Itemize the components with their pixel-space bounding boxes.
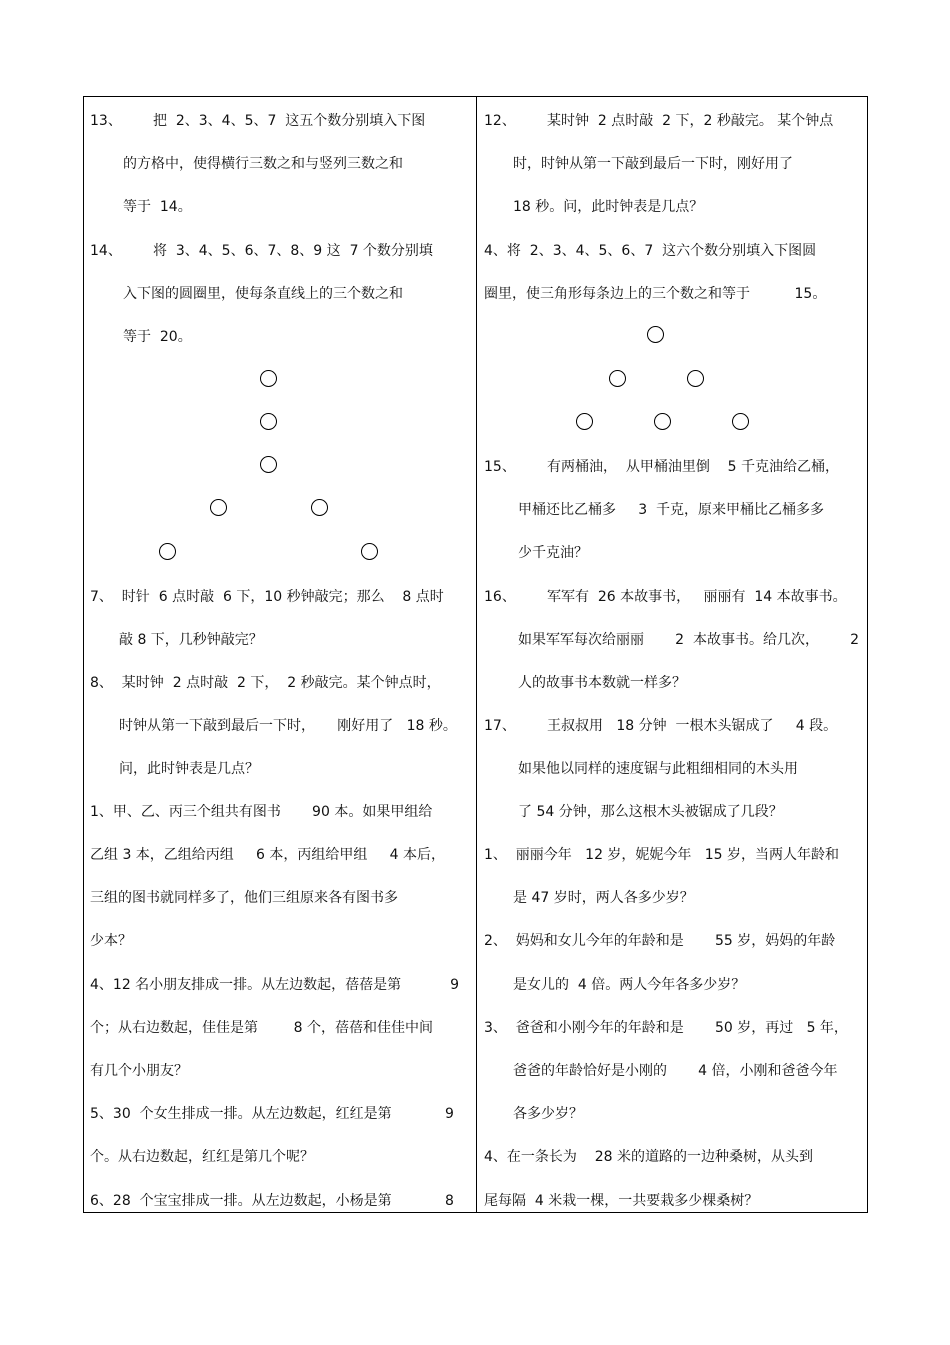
text-line: 时，时钟从第一下敲到最后一下时，刚好用了	[513, 156, 793, 172]
text-line: 1、 丽丽今年 12 岁，妮妮今年 15 岁，当两人年龄和	[484, 847, 840, 863]
text-line: 少本？	[90, 933, 132, 949]
text-line: 1、甲、乙、丙三个组共有图书 90 本。如果甲组给	[90, 804, 433, 820]
text-line: 三组的图书就同样多了，他们三组原来各有图书多	[90, 890, 398, 906]
text-line: 圈里，使三角形每条边上的三个数之和等于 15。	[484, 286, 827, 302]
text-line: 3、 爸爸和小刚今年的年龄和是 50 岁，再过 5 年，	[484, 1020, 848, 1036]
text-line: 时钟从第一下敲到最后一下时， 刚好用了 18 秒。	[119, 718, 457, 734]
text-line: 17、 王叔叔用 18 分钟 一根木头锯成了 4 段。	[484, 718, 838, 734]
text-line: 如果军军每次给丽丽 2 本故事书。给几次， 2	[518, 632, 860, 648]
text-line: 乙组 3 本，乙组给丙组 6 本，丙组给甲组 4 本后，	[90, 847, 446, 863]
text-line: 尾每隔 4 米栽一棵，一共要栽多少棵桑树？	[484, 1193, 759, 1209]
text-line: 15、 有两桶油， 从甲桶油里倒 5 千克油给乙桶，	[484, 459, 840, 475]
blank-circle	[732, 413, 749, 430]
text-line: 12、 某时钟 2 点时敲 2 下，2 秒敲完。 某个钟点	[484, 113, 834, 129]
text-line: 敲 8 下，几秒钟敲完？	[119, 632, 263, 648]
text-line: 了 54 分钟，那么这根木头被锯成了几段？	[518, 804, 783, 820]
text-line: 14、 将 3、4、5、6、7、8、9 这 7 个数分别填	[90, 243, 433, 259]
text-line: 7、 时针 6 点时敲 6 下，10 秒钟敲完；那么 8 点时	[90, 589, 444, 605]
text-line: 有几个小朋友？	[90, 1063, 188, 1079]
text-line: 等于 14。	[123, 199, 192, 215]
text-line: 4、将 2、3、4、5、6、7 这六个数分别填入下图圆	[484, 243, 817, 259]
text-line: 甲桶还比乙桶多 3 千克，原来甲桶比乙桶多多	[518, 502, 825, 518]
blank-circle	[311, 499, 328, 516]
text-line: 爸爸的年龄恰好是小刚的 4 倍，小刚和爸爸今年	[513, 1063, 838, 1079]
blank-circle	[609, 370, 626, 387]
text-line: 的方格中，使得横行三数之和与竖列三数之和	[123, 156, 403, 172]
text-line: 4、12 名小朋友排成一排。从左边数起，蓓蓓是第 9	[90, 977, 460, 993]
blank-circle	[361, 543, 378, 560]
blank-circle	[260, 370, 277, 387]
text-line: 少千克油？	[518, 545, 588, 561]
blank-circle	[647, 326, 664, 343]
text-line: 是女儿的 4 倍。两人今年各多少岁？	[513, 977, 746, 993]
blank-circle	[210, 499, 227, 516]
text-line: 2、 妈妈和女儿今年的年龄和是 55 岁，妈妈的年龄	[484, 933, 836, 949]
text-line: 18 秒。问，此时钟表是几点？	[513, 199, 704, 215]
text-line: 问，此时钟表是几点？	[119, 761, 259, 777]
text-line: 个。从右边数起，红红是第几个呢？	[90, 1149, 314, 1165]
text-line: 个；从右边数起，佳佳是第 8 个，蓓蓓和佳佳中间	[90, 1020, 433, 1036]
column-divider	[476, 96, 477, 1213]
text-line: 等于 20。	[123, 329, 192, 345]
blank-circle	[687, 370, 704, 387]
text-line: 6、28 个宝宝排成一排。从左边数起，小杨是第 8	[90, 1193, 454, 1209]
text-line: 13、 把 2、3、4、5、7 这五个数分别填入下图	[90, 113, 426, 129]
text-line: 人的故事书本数就一样多？	[518, 675, 686, 691]
text-line: 入下图的圆圈里，使每条直线上的三个数之和	[123, 286, 403, 302]
blank-circle	[260, 456, 277, 473]
text-line: 8、 某时钟 2 点时敲 2 下， 2 秒敲完。某个钟点时，	[90, 675, 441, 691]
text-line: 各多少岁？	[513, 1106, 583, 1122]
text-line: 如果他以同样的速度锯与此粗细相同的木头用	[518, 761, 798, 777]
text-line: 16、 军军有 26 本故事书， 丽丽有 14 本故事书。	[484, 589, 847, 605]
blank-circle	[260, 413, 277, 430]
text-line: 是 47 岁时，两人各多少岁？	[513, 890, 694, 906]
text-line: 5、30 个女生排成一排。从左边数起，红红是第 9	[90, 1106, 454, 1122]
blank-circle	[159, 543, 176, 560]
blank-circle	[654, 413, 671, 430]
blank-circle	[576, 413, 593, 430]
text-line: 4、在一条长为 28 米的道路的一边种桑树，从头到	[484, 1149, 813, 1165]
